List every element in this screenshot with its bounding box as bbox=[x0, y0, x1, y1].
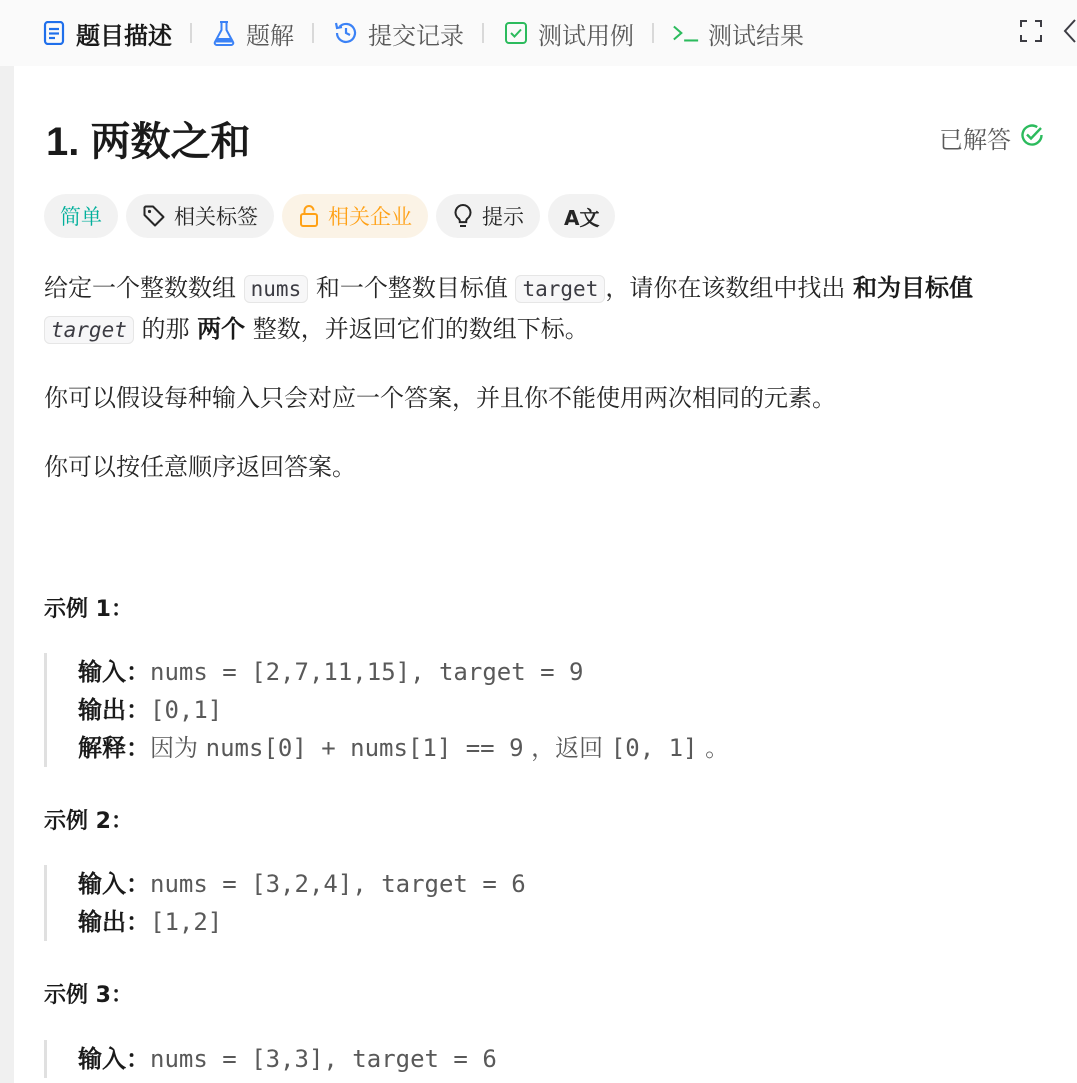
translate-button[interactable] bbox=[548, 194, 615, 238]
status-label: 已解答 bbox=[939, 126, 1011, 154]
tab-divider bbox=[652, 23, 654, 43]
input-label: 输入： bbox=[78, 870, 150, 898]
tab-label: 提交记录 bbox=[368, 21, 464, 50]
description-paragraph-1 bbox=[44, 268, 1049, 350]
solved-status bbox=[939, 120, 1045, 155]
example-2-title: 示例 2： bbox=[44, 809, 133, 834]
input-label: 输入： bbox=[78, 658, 150, 686]
example-input-line bbox=[78, 865, 526, 903]
text-span: 给定一个整数数组 bbox=[44, 274, 244, 302]
hint-label: 提示 bbox=[482, 205, 524, 229]
example-input-line bbox=[78, 653, 729, 691]
example-output-line bbox=[78, 691, 729, 729]
topics-tag-button[interactable] bbox=[126, 194, 274, 238]
tab-testcases[interactable] bbox=[498, 13, 638, 53]
tab-label: 题目描述 bbox=[76, 21, 172, 50]
tab-bar-actions bbox=[1011, 0, 1077, 66]
description-icon bbox=[40, 19, 68, 47]
lightbulb-icon bbox=[452, 203, 474, 229]
bold-text: 两个 bbox=[197, 315, 246, 343]
lock-icon bbox=[298, 204, 320, 228]
input-value: nums = [3,3], target = 6 bbox=[150, 1045, 497, 1073]
problem-title[interactable]: 1. 两数之和 bbox=[46, 120, 251, 164]
expand-icon bbox=[1019, 19, 1043, 47]
topics-label: 相关标签 bbox=[174, 205, 258, 229]
difficulty-badge[interactable] bbox=[44, 194, 118, 238]
input-label: 输入： bbox=[78, 1045, 150, 1073]
fullscreen-button[interactable] bbox=[1011, 13, 1051, 53]
example-input-line bbox=[78, 1040, 497, 1078]
translate-icon: A文 bbox=[564, 205, 600, 230]
tab-label: 题解 bbox=[246, 21, 294, 50]
explanation-text: ，返回 bbox=[523, 734, 611, 762]
terminal-icon bbox=[672, 19, 700, 47]
tab-solutions[interactable] bbox=[206, 13, 298, 53]
bold-text: 和为目标值 bbox=[852, 274, 973, 302]
output-label: 输出： bbox=[78, 696, 150, 724]
tab-bar bbox=[0, 0, 1077, 66]
inline-code: target bbox=[515, 275, 605, 303]
input-value: nums = [2,7,11,15], target = 9 bbox=[150, 658, 584, 686]
explanation-code: nums[0] + nums[1] == 9 bbox=[205, 734, 524, 762]
explanation-text: 。 bbox=[697, 734, 730, 762]
explanation-label: 解释： bbox=[78, 734, 150, 762]
difficulty-label: 简单 bbox=[60, 205, 102, 229]
tab-submissions[interactable] bbox=[328, 13, 468, 53]
tab-description[interactable] bbox=[36, 13, 176, 53]
tab-label: 测试结果 bbox=[708, 21, 804, 50]
output-value: [0,1] bbox=[150, 696, 223, 724]
description-panel bbox=[14, 66, 1077, 1083]
example-1-title: 示例 1： bbox=[44, 597, 133, 622]
example-3-block bbox=[44, 1040, 497, 1078]
tab-divider bbox=[482, 23, 484, 43]
example-2-block bbox=[44, 865, 526, 941]
checkbox-icon bbox=[502, 19, 530, 47]
companies-label: 相关企业 bbox=[328, 205, 412, 229]
output-value: [1,2] bbox=[150, 908, 223, 936]
text-span: ，请你在该数组中找出 bbox=[605, 274, 853, 302]
tab-divider bbox=[190, 23, 192, 43]
text-span: 的那 bbox=[133, 315, 198, 343]
tag-icon bbox=[142, 204, 166, 228]
example-output-line bbox=[78, 903, 526, 941]
output-label: 输出： bbox=[78, 908, 150, 936]
history-icon bbox=[332, 19, 360, 47]
inline-code: target bbox=[44, 316, 134, 344]
title-row bbox=[44, 110, 1045, 166]
explanation-code: [0, 1] bbox=[610, 734, 698, 762]
collapse-button[interactable] bbox=[1051, 13, 1077, 53]
example-1-block bbox=[44, 653, 729, 767]
hint-button[interactable] bbox=[436, 194, 540, 238]
tab-label: 测试用例 bbox=[538, 21, 634, 50]
flask-icon bbox=[210, 19, 238, 47]
description-paragraph-2: 你可以假设每种输入只会对应一个答案，并且你不能使用两次相同的元素。 bbox=[44, 384, 836, 412]
tag-row bbox=[44, 194, 615, 238]
tab-results[interactable] bbox=[668, 13, 808, 53]
check-circle-icon bbox=[1011, 122, 1045, 154]
inline-code: nums bbox=[244, 275, 309, 303]
description-paragraph-3: 你可以按任意顺序返回答案。 bbox=[44, 453, 356, 481]
text-span: 和一个整数目标值 bbox=[308, 274, 516, 302]
chevron-left-icon bbox=[1061, 18, 1077, 48]
companies-tag-button[interactable] bbox=[282, 194, 428, 238]
example-explanation-line bbox=[78, 729, 729, 767]
input-value: nums = [3,2,4], target = 6 bbox=[150, 870, 526, 898]
explanation-text: 因为 bbox=[150, 734, 206, 762]
example-3-title: 示例 3： bbox=[44, 983, 133, 1008]
tab-divider bbox=[312, 23, 314, 43]
text-span: 整数，并返回它们的数组下标。 bbox=[245, 315, 589, 343]
